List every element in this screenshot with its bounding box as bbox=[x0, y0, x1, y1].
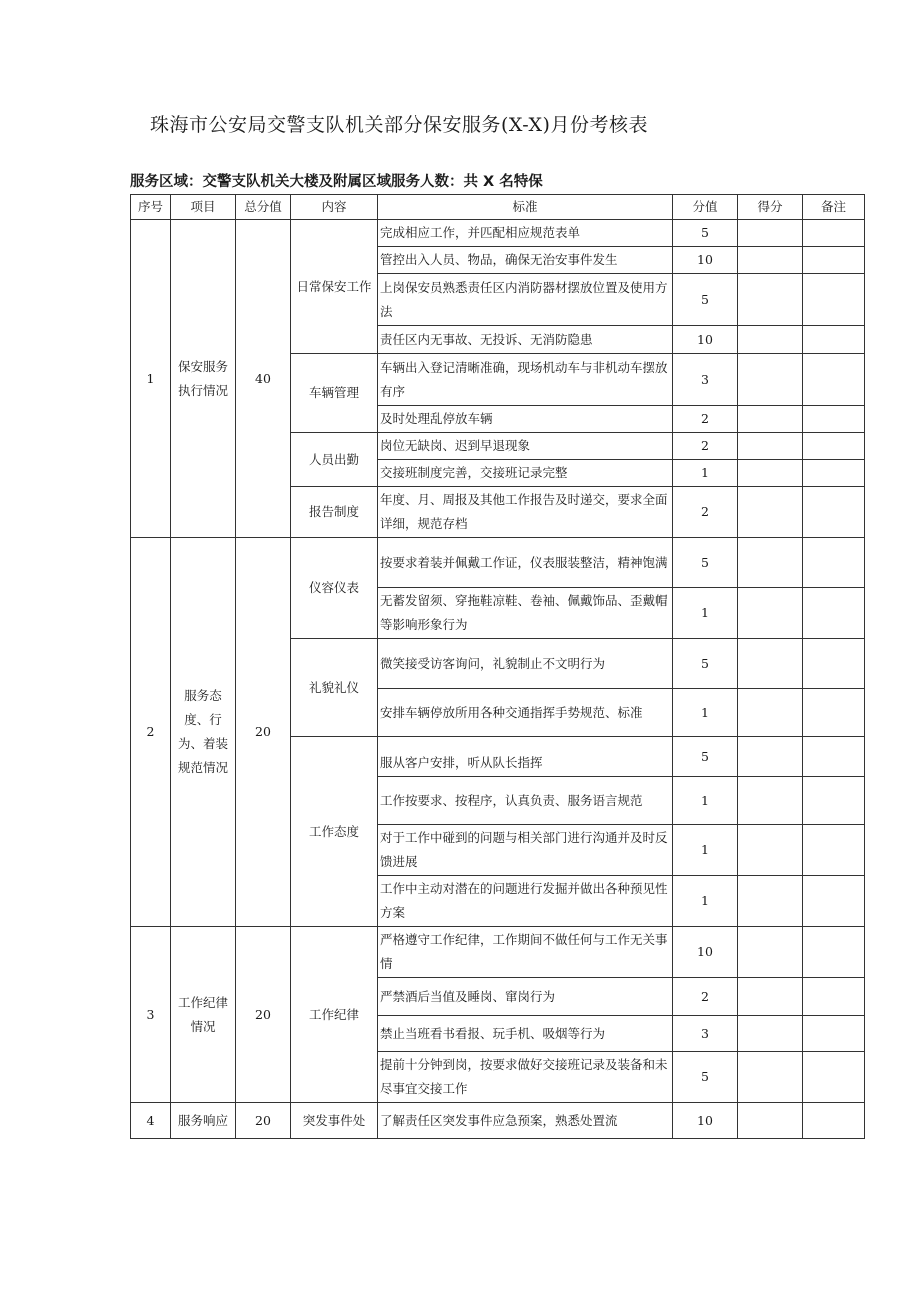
score-cell: 5 bbox=[673, 274, 738, 326]
remark-cell[interactable] bbox=[803, 247, 865, 274]
score-cell: 1 bbox=[673, 588, 738, 639]
table-row bbox=[131, 220, 865, 247]
got-score-cell[interactable] bbox=[738, 1016, 803, 1052]
content-label: 人员出勤 bbox=[291, 433, 378, 487]
remark-cell[interactable] bbox=[803, 460, 865, 487]
content-label: 车辆管理 bbox=[291, 354, 378, 433]
remark-cell[interactable] bbox=[803, 737, 865, 777]
standard-cell: 服从客户安排，听从队长指挥 bbox=[378, 737, 673, 777]
score-cell: 1 bbox=[673, 689, 738, 737]
remark-cell[interactable] bbox=[803, 639, 865, 689]
score-cell: 2 bbox=[673, 978, 738, 1016]
got-score-cell[interactable] bbox=[738, 220, 803, 247]
standard-cell: 安排车辆停放所用各种交通指挥手势规范、标准 bbox=[378, 689, 673, 737]
header-score: 分值 bbox=[673, 195, 738, 220]
remark-cell[interactable] bbox=[803, 689, 865, 737]
got-score-cell[interactable] bbox=[738, 354, 803, 406]
score-cell: 1 bbox=[673, 777, 738, 825]
group-total: 40 bbox=[236, 220, 291, 538]
got-score-cell[interactable] bbox=[738, 825, 803, 876]
score-cell: 10 bbox=[673, 927, 738, 978]
remark-cell[interactable] bbox=[803, 1016, 865, 1052]
remark-cell[interactable] bbox=[803, 433, 865, 460]
remark-cell[interactable] bbox=[803, 1052, 865, 1103]
got-score-cell[interactable] bbox=[738, 737, 803, 777]
standard-cell: 严格遵守工作纪律，工作期间不做任何与工作无关事情 bbox=[378, 927, 673, 978]
table-row bbox=[131, 1103, 865, 1139]
group-item: 服务态度、行为、着装规范情况 bbox=[171, 538, 236, 927]
content-label: 工作纪律 bbox=[291, 927, 378, 1103]
content-label: 礼貌礼仪 bbox=[291, 639, 378, 737]
group-item: 保安服务执行情况 bbox=[171, 220, 236, 538]
remark-cell[interactable] bbox=[803, 326, 865, 354]
got-score-cell[interactable] bbox=[738, 406, 803, 433]
standard-cell: 无蓄发留须、穿拖鞋凉鞋、卷袖、佩戴饰品、歪戴帽等影响形象行为 bbox=[378, 588, 673, 639]
standard-cell: 年度、月、周报及其他工作报告及时递交，要求全面详细，规范存档 bbox=[378, 487, 673, 538]
standard-cell: 提前十分钟到岗，按要求做好交接班记录及装备和未尽事宜交接工作 bbox=[378, 1052, 673, 1103]
got-score-cell[interactable] bbox=[738, 1052, 803, 1103]
remark-cell[interactable] bbox=[803, 274, 865, 326]
score-cell: 1 bbox=[673, 876, 738, 927]
score-cell: 3 bbox=[673, 354, 738, 406]
content-label: 报告制度 bbox=[291, 487, 378, 538]
got-score-cell[interactable] bbox=[738, 487, 803, 538]
group-number: 1 bbox=[131, 220, 171, 538]
got-score-cell[interactable] bbox=[738, 876, 803, 927]
score-cell: 3 bbox=[673, 1016, 738, 1052]
score-cell: 5 bbox=[673, 737, 738, 777]
standard-cell: 完成相应工作，并匹配相应规范表单 bbox=[378, 220, 673, 247]
got-score-cell[interactable] bbox=[738, 274, 803, 326]
got-score-cell[interactable] bbox=[738, 978, 803, 1016]
got-score-cell[interactable] bbox=[738, 927, 803, 978]
standard-cell: 对于工作中碰到的问题与相关部门进行沟通并及时反馈进展 bbox=[378, 825, 673, 876]
group-total: 20 bbox=[236, 538, 291, 927]
standard-cell: 岗位无缺岗、迟到早退现象 bbox=[378, 433, 673, 460]
assessment-table bbox=[130, 194, 865, 1139]
got-score-cell[interactable] bbox=[738, 326, 803, 354]
score-cell: 5 bbox=[673, 220, 738, 247]
standard-cell: 严禁酒后当值及睡岗、窜岗行为 bbox=[378, 978, 673, 1016]
table-row bbox=[131, 927, 865, 978]
table-body bbox=[131, 220, 865, 1139]
group-total: 20 bbox=[236, 927, 291, 1103]
got-score-cell[interactable] bbox=[738, 588, 803, 639]
standard-cell: 车辆出入登记清晰准确，现场机动车与非机动车摆放有序 bbox=[378, 354, 673, 406]
got-score-cell[interactable] bbox=[738, 777, 803, 825]
remark-cell[interactable] bbox=[803, 487, 865, 538]
got-score-cell[interactable] bbox=[738, 247, 803, 274]
content-label: 仪容仪表 bbox=[291, 538, 378, 639]
got-score-cell[interactable] bbox=[738, 1103, 803, 1139]
content-label: 日常保安工作 bbox=[291, 220, 378, 354]
header-item: 项目 bbox=[171, 195, 236, 220]
remark-cell[interactable] bbox=[803, 876, 865, 927]
score-cell: 5 bbox=[673, 538, 738, 588]
standard-cell: 禁止当班看书看报、玩手机、吸烟等行为 bbox=[378, 1016, 673, 1052]
standard-cell: 按要求着装并佩戴工作证，仪表服装整洁，精神饱满 bbox=[378, 538, 673, 588]
standard-cell: 责任区内无事故、无投诉、无消防隐患 bbox=[378, 326, 673, 354]
score-cell: 2 bbox=[673, 406, 738, 433]
header-remark: 备注 bbox=[803, 195, 865, 220]
remark-cell[interactable] bbox=[803, 1103, 865, 1139]
group-number: 3 bbox=[131, 927, 171, 1103]
remark-cell[interactable] bbox=[803, 927, 865, 978]
header-content: 内容 bbox=[291, 195, 378, 220]
standard-cell: 及时处理乱停放车辆 bbox=[378, 406, 673, 433]
got-score-cell[interactable] bbox=[738, 460, 803, 487]
remark-cell[interactable] bbox=[803, 354, 865, 406]
group-number: 2 bbox=[131, 538, 171, 927]
score-cell: 10 bbox=[673, 326, 738, 354]
score-cell: 2 bbox=[673, 433, 738, 460]
content-label: 突发事件处 bbox=[291, 1103, 378, 1139]
got-score-cell[interactable] bbox=[738, 538, 803, 588]
remark-cell[interactable] bbox=[803, 538, 865, 588]
group-item: 服务响应 bbox=[171, 1103, 236, 1139]
score-cell: 5 bbox=[673, 639, 738, 689]
score-cell: 10 bbox=[673, 1103, 738, 1139]
page-title: 珠海市公安局交警支队机关部分保安服务(X-X)月份考核表 bbox=[150, 114, 648, 136]
remark-cell[interactable] bbox=[803, 777, 865, 825]
remark-cell[interactable] bbox=[803, 220, 865, 247]
standard-cell: 微笑接受访客询问，礼貌制止不文明行为 bbox=[378, 639, 673, 689]
standard-cell: 上岗保安员熟悉责任区内消防器材摆放位置及使用方法 bbox=[378, 274, 673, 326]
header-no: 序号 bbox=[131, 195, 171, 220]
group-number: 4 bbox=[131, 1103, 171, 1139]
remark-cell[interactable] bbox=[803, 406, 865, 433]
standard-cell: 工作中主动对潜在的问题进行发掘并做出各种预见性方案 bbox=[378, 876, 673, 927]
header-standard: 标准 bbox=[378, 195, 673, 220]
got-score-cell[interactable] bbox=[738, 433, 803, 460]
score-cell: 10 bbox=[673, 247, 738, 274]
remark-cell[interactable] bbox=[803, 588, 865, 639]
standard-cell: 管控出入人员、物品，确保无治安事件发生 bbox=[378, 247, 673, 274]
remark-cell[interactable] bbox=[803, 825, 865, 876]
header-got: 得分 bbox=[738, 195, 803, 220]
content-label: 工作态度 bbox=[291, 737, 378, 927]
group-total: 20 bbox=[236, 1103, 291, 1139]
header-total: 总分值 bbox=[236, 195, 291, 220]
group-item: 工作纪律情况 bbox=[171, 927, 236, 1103]
header-row bbox=[131, 195, 865, 220]
score-cell: 1 bbox=[673, 460, 738, 487]
got-score-cell[interactable] bbox=[738, 639, 803, 689]
standard-cell: 了解责任区突发事件应急预案，熟悉处置流 bbox=[378, 1103, 673, 1139]
service-area-line: 服务区域：交警支队机关大楼及附属区域服务人数：共 X 名特保 bbox=[130, 174, 543, 190]
score-cell: 2 bbox=[673, 487, 738, 538]
standard-cell: 工作按要求、按程序，认真负责、服务语言规范 bbox=[378, 777, 673, 825]
remark-cell[interactable] bbox=[803, 978, 865, 1016]
score-cell: 1 bbox=[673, 825, 738, 876]
table-row bbox=[131, 538, 865, 588]
standard-cell: 交接班制度完善，交接班记录完整 bbox=[378, 460, 673, 487]
score-cell: 5 bbox=[673, 1052, 738, 1103]
got-score-cell[interactable] bbox=[738, 689, 803, 737]
